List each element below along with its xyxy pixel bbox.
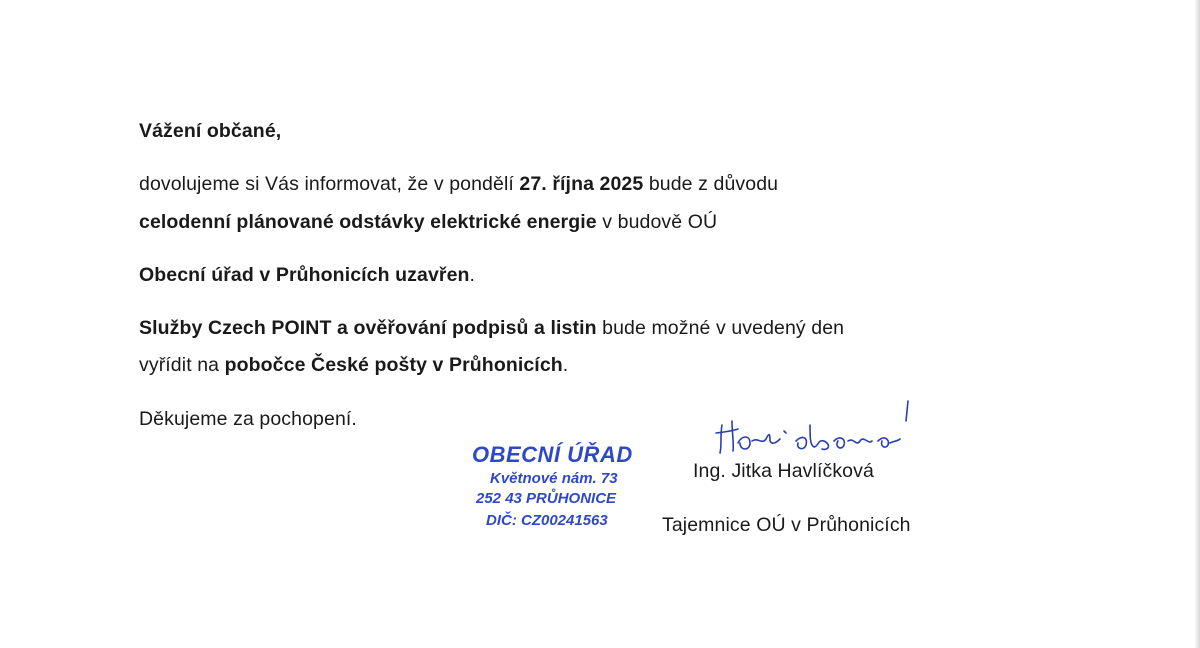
handwritten-signature (710, 395, 920, 465)
paragraph-3-line-2: vyřídit na pobočce České pošty v Průhonicích. (139, 354, 569, 376)
paragraph-1-line-2: celodenní plánované odstávky elektrické energie v budově OÚ (139, 211, 718, 233)
scan-edge-shadow (1194, 0, 1200, 648)
stamp-line-1: OBECNÍ ÚŘAD (472, 442, 633, 467)
stamp-line-3: 252 43 PRŮHONICE (476, 490, 617, 507)
greeting: Vážení občané, (139, 120, 282, 142)
closing: Děkujeme za pochopení. (139, 408, 357, 430)
paragraph-2: Obecní úřad v Průhonicích uzavřen. (139, 264, 476, 286)
paragraph-1-line-1: dovolujeme si Vás informovat, že v pondělí 27. října 2025 bude z důvodu (139, 173, 779, 195)
signatory-name: Ing. Jitka Havlíčková (693, 460, 874, 482)
stamp-line-4: DIČ: CZ00241563 (486, 512, 608, 529)
stamp-line-2: Květnové nám. 73 (490, 470, 618, 487)
signatory-title: Tajemnice OÚ v Průhonicích (662, 514, 911, 536)
paragraph-3-line-1: Služby Czech POINT a ověřování podpisů a listin bude možné v uvedený den (139, 317, 845, 339)
